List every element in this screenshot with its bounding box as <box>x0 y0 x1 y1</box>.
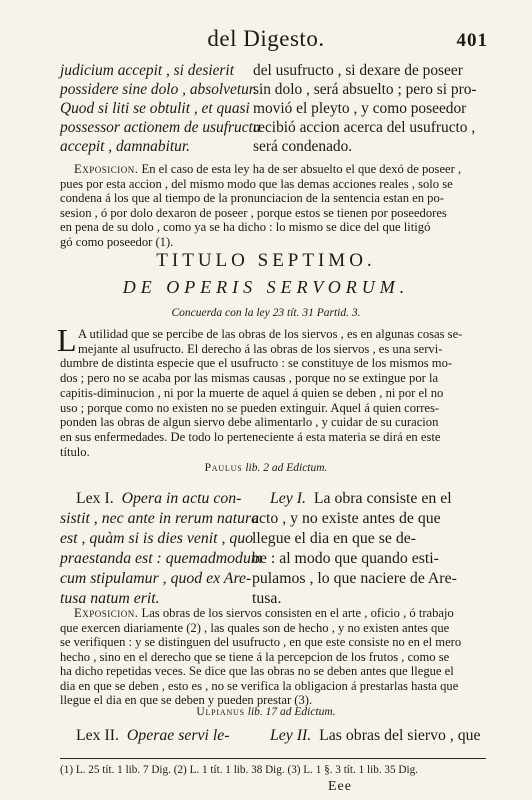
signature-mark: Eee <box>328 779 352 794</box>
intro-line: ponden las obras de algun siervo debe alimentarlo , y cuidar de su curacion <box>60 415 439 430</box>
intro-line: título. <box>60 444 90 459</box>
exposicion-line: dia en que se deben , esto es , no se verifica la obligacion á prestarlas hasta que <box>60 678 459 693</box>
author-reference: lib. 17 ad Edictum. <box>247 706 336 718</box>
ley-label: Ley II. <box>270 727 312 744</box>
running-header: del Digesto. <box>207 26 325 51</box>
exposicion-line: en pena de su dolo , como ya se ha dicho : lo mismo se dice del que litigó <box>60 220 431 234</box>
latin-column-top <box>60 61 261 156</box>
drop-capital: L <box>57 322 77 358</box>
exposicion-line: gó como poseedor (1). <box>60 234 174 249</box>
intro-line: mejante al usufructo. El derecho á las obras de los siervos , es una servi- <box>78 341 443 356</box>
lex-1-latin <box>60 489 263 609</box>
exposicion-line: condena á los que al tiempo de la pronunciacion de la sentencia estan en po- <box>60 191 444 205</box>
intro-line: A utilidad que se percibe de las obras de los siervos , es en algunas cosas se- <box>78 327 463 341</box>
footnote-rule <box>60 758 486 759</box>
exposicion-line: pues por esta accion , del mismo modo que las demas acciones reales , solo se <box>60 176 453 191</box>
lex-line: sistit , nec ante in rerum natura <box>60 510 260 527</box>
author-reference: lib. 2 ad Edictum. <box>245 462 328 474</box>
exposicion-line: que exercen diariamente (2) , las quales son de hecho , y no existen antes que <box>60 620 450 635</box>
author-name: Ulpianus <box>196 706 245 718</box>
concordance-note: Concuerda con la ley 23 tít. 31 Partid. 3. <box>171 307 361 319</box>
exposicion-line: ha dicho repetidas veces. Se dice que las obras no se deben antes que llegue el <box>60 664 454 678</box>
spanish-line: sin dolo , será absuelto ; pero si pro- <box>253 81 477 98</box>
exposicion-label: Exposicion. <box>74 606 139 620</box>
subtitle-heading: DE OPERIS SERVORUM. <box>122 277 410 297</box>
intro-line: en sus enfermedades. De todo lo perteneciente á esta materia se dirá en este <box>60 429 441 444</box>
latin-line: possessor actionem de usufructu <box>60 119 261 136</box>
title-heading: TITULO SEPTIMO. <box>156 250 376 271</box>
exposicion-paragraph-1 <box>60 162 486 249</box>
latin-line: Quod si liti se obtulit , et quasi <box>60 100 250 117</box>
exposicion-line: sesion , ó por dolo dexaron de poseer , porque estos se tienen por poseedores <box>60 205 447 220</box>
footnotes: (1) L. 25 tít. 1 lib. 7 Dig. (2) L. 1 tít. 1 lib. 38 Dig. (3) L. 1 §. 3 tít. 1 lib. 35 Dig. <box>60 764 418 776</box>
intro-line: dumbre de distinta especie que el usufructo : se constituye de los mismos mo- <box>60 356 453 371</box>
ley-line: pulamos , lo que naciere de Are- <box>252 570 457 587</box>
exposicion-line: se verifiquen : y se distinguen del usufructo , en que este consiste no en el mero <box>60 635 462 649</box>
intro-line: uso ; porque como no existen no se pueden extinguir. Aquel á quien corres- <box>60 400 440 415</box>
lex-label: Lex I. <box>76 490 114 507</box>
exposicion-label: Exposicion. <box>74 162 139 176</box>
exposicion-paragraph-2 <box>60 606 486 708</box>
ley-first-line: La obra consiste en el <box>313 490 452 507</box>
lex-2-latin <box>76 726 230 746</box>
spanish-column-top <box>253 61 485 156</box>
spanish-line: recibió accion acerca del usufructo , <box>253 119 476 136</box>
source-attribution-ulpianus <box>0 706 532 718</box>
ley-line: tusa. <box>252 590 282 607</box>
exposicion-line: hecho , sino en el derecho que se tiene á la percepcion de los frutos , como se <box>60 649 450 664</box>
lex-line: praestanda est : quemadmodum <box>60 550 263 567</box>
intro-line: dos ; pero no se acaba por las mismas causas , porque no se extingue por la <box>60 371 439 386</box>
latin-line: accepit , damnabitur. <box>60 138 190 155</box>
ley-line: llegue el dia en que se de- <box>252 530 417 547</box>
exposicion-first-line: En el caso de esta ley ha de ser absuelto el que dexó de poseer , <box>141 162 462 176</box>
lex-first-line: Opera in actu con- <box>121 490 242 507</box>
lex-line: tusa natum erit. <box>60 590 160 607</box>
ley-label: Ley I. <box>270 490 306 507</box>
ley-first-line: Las obras del siervo , que <box>319 727 481 744</box>
ley-1-spanish <box>252 489 484 609</box>
exposicion-first-line: Las obras de los siervos consisten en el arte , oficio , ó trabajo <box>141 606 454 620</box>
lex-line: est , quàm si is dies venit , quo <box>60 530 254 547</box>
page-number: 401 <box>456 30 488 51</box>
ley-line: acto , y no existe antes de que <box>252 510 441 527</box>
spanish-line: del usufructo , si dexare de poseer <box>253 62 463 79</box>
lex-label: Lex II. <box>76 727 119 744</box>
author-name: Paulus <box>204 462 243 474</box>
latin-line: possidere sine dolo , absolvetur. <box>60 81 257 98</box>
spanish-line: movió el pleyto , y como poseedor <box>253 100 467 117</box>
exposicion-line: llegue el dia en que se deben y pueden prestar (3). <box>60 693 313 707</box>
intro-paragraph <box>60 327 486 459</box>
lex-line: cum stipulamur , quod ex Are- <box>60 570 252 587</box>
ley-2-spanish <box>270 726 481 746</box>
source-attribution-paulus <box>0 462 532 474</box>
lex-first-line: Operae servi le- <box>126 727 230 744</box>
spanish-line: será condenado. <box>253 138 353 155</box>
intro-line: capitis-diminucion , ni por la muerte de aquel á quien se deben , ni por el no <box>60 385 444 400</box>
latin-line: judicium accepit , si desierit <box>60 62 234 79</box>
ley-line: be : al modo que quando esti- <box>252 550 439 567</box>
